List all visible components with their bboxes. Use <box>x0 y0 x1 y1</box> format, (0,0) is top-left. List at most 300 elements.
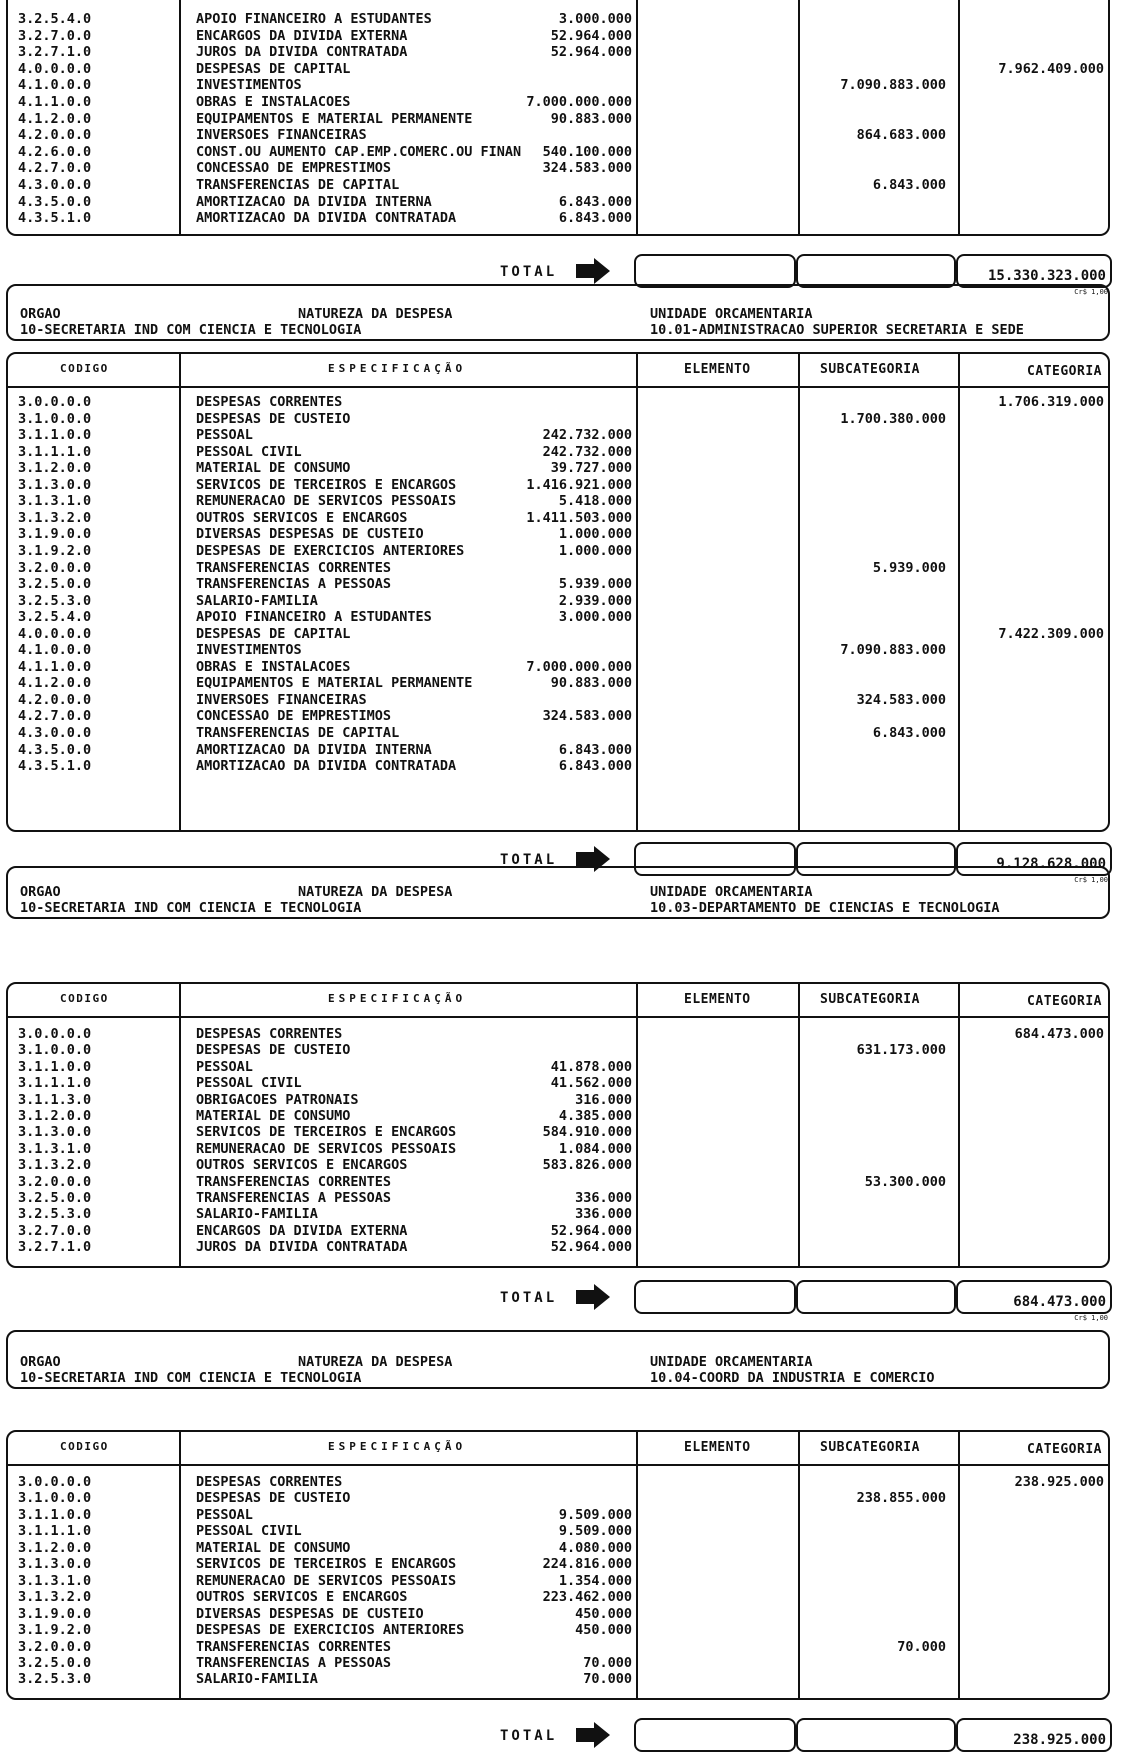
section-total-area <box>0 1716 1122 1756</box>
table-row <box>8 1042 1108 1059</box>
table-row <box>8 1556 1108 1573</box>
row-elemento: 6.843.000 <box>558 210 632 227</box>
row-specification: DIVERSAS DESPESAS DE CUSTEIO <box>196 1605 424 1622</box>
row-elemento: 324.583.000 <box>542 708 632 725</box>
row-specification: AMORTIZACAO DA DIVIDA CONTRATADA <box>196 210 457 227</box>
row-code: 4.2.0.0.0 <box>18 127 92 144</box>
table-row <box>8 1190 1108 1207</box>
col-header-categoria: CATEGORIA <box>1027 994 1102 1009</box>
total-value: 684.473.000 <box>1013 1294 1106 1310</box>
table-row <box>8 642 1108 659</box>
row-elemento: 9.509.000 <box>558 1523 632 1540</box>
row-subcategoria: 70.000 <box>897 1638 946 1655</box>
table-row <box>8 1206 1108 1223</box>
row-code: 3.1.2.0.0 <box>18 1539 92 1556</box>
col-header-elemento: ELEMENTO <box>684 362 751 377</box>
row-code: 3.0.0.0.0 <box>18 1026 92 1042</box>
table-row <box>8 460 1108 477</box>
section-total-area <box>0 1278 1122 1322</box>
row-specification: AMORTIZACAO DA DIVIDA INTERNA <box>196 741 432 758</box>
row-elemento: 1.000.000 <box>558 526 632 543</box>
col-header-especificacao: ESPECIFICAÇÃO <box>328 992 467 1005</box>
row-code: 3.2.5.3.0 <box>18 1671 92 1688</box>
row-specification: OUTROS SERVICOS E ENCARGOS <box>196 1157 408 1174</box>
row-code: 4.0.0.0.0 <box>18 60 92 77</box>
row-elemento: 70.000 <box>583 1654 632 1671</box>
row-specification: TRANSFERENCIAS A PESSOAS <box>196 1190 392 1206</box>
unidade-name: 10.01-ADMINISTRACAO SUPERIOR SECRETARIA E SEDE <box>650 322 1024 338</box>
row-code: 3.1.3.0.0 <box>18 1124 92 1141</box>
row-specification: PESSOAL CIVIL <box>196 443 302 460</box>
arrow-right-icon <box>576 1722 610 1748</box>
row-elemento: 540.100.000 <box>542 143 632 160</box>
currency-note: Cr$ 1,00 <box>1074 876 1108 884</box>
table-row <box>8 1523 1108 1540</box>
col-header-especificacao: ESPECIFICAÇÃO <box>328 1440 467 1453</box>
row-specification: OUTROS SERVICOS E ENCARGOS <box>196 509 408 526</box>
row-subcategoria: 5.939.000 <box>872 559 946 576</box>
row-code: 3.2.0.0.0 <box>18 559 92 576</box>
row-code: 3.1.2.0.0 <box>18 1108 92 1124</box>
currency-note: Cr$ 1,00 <box>1074 288 1108 296</box>
row-specification: JUROS DA DIVIDA CONTRATADA <box>196 1239 408 1256</box>
row-code: 3.1.1.1.0 <box>18 1075 92 1092</box>
row-subcategoria: 864.683.000 <box>856 127 946 144</box>
row-code: 3.2.0.0.0 <box>18 1638 92 1655</box>
row-subcategoria: 1.700.380.000 <box>840 410 946 427</box>
total-box-categoria <box>956 1718 1112 1752</box>
row-specification: EQUIPAMENTOS E MATERIAL PERMANENTE <box>196 675 473 692</box>
natureza-label: NATUREZA DA DESPESA <box>298 306 453 322</box>
row-code: 3.1.1.0.0 <box>18 1058 92 1075</box>
row-specification: TRANSFERENCIAS DE CAPITAL <box>196 725 400 741</box>
table-row <box>8 758 1108 775</box>
table-row <box>8 1157 1108 1174</box>
table-row <box>8 1639 1108 1656</box>
table-row <box>8 708 1108 725</box>
total-value: 15.330.323.000 <box>987 268 1106 284</box>
total-value: 9.128.628.000 <box>996 856 1106 872</box>
row-elemento: 9.509.000 <box>558 1506 632 1523</box>
table-row <box>8 1026 1108 1043</box>
table-row <box>8 1474 1108 1491</box>
total-box-elemento <box>634 254 796 288</box>
row-specification: AMORTIZACAO DA DIVIDA CONTRATADA <box>196 758 457 775</box>
currency-note: Cr$ 1,00 <box>1074 1314 1108 1322</box>
row-elemento: 3.000.000 <box>558 11 632 27</box>
row-code: 3.2.5.4.0 <box>18 11 92 27</box>
row-specification: SERVICOS DE TERCEIROS E ENCARGOS <box>196 476 457 493</box>
total-value: 238.925.000 <box>1013 1732 1106 1748</box>
table-row <box>8 510 1108 527</box>
row-code: 3.1.0.0.0 <box>18 410 92 427</box>
row-code: 4.0.0.0.0 <box>18 625 92 642</box>
row-code: 3.2.5.0.0 <box>18 576 92 593</box>
row-subcategoria: 53.300.000 <box>864 1173 946 1190</box>
row-elemento: 336.000 <box>575 1190 632 1206</box>
row-elemento: 5.939.000 <box>558 576 632 593</box>
row-specification: CONCESSAO DE EMPRESTIMOS <box>196 708 392 725</box>
table-row <box>8 144 1108 161</box>
row-code: 4.3.0.0.0 <box>18 725 92 741</box>
table-row <box>8 1141 1108 1158</box>
row-code: 3.2.7.1.0 <box>18 44 92 61</box>
natureza-label: NATUREZA DA DESPESA <box>298 884 453 900</box>
col-header-subcategoria: SUBCATEGORIA <box>820 362 920 377</box>
row-elemento: 223.462.000 <box>542 1589 632 1606</box>
table-row <box>8 609 1108 626</box>
row-elemento: 6.843.000 <box>558 741 632 758</box>
arrow-right-icon <box>576 1284 610 1310</box>
row-elemento: 52.964.000 <box>550 1239 632 1256</box>
row-specification: PESSOAL CIVIL <box>196 1523 302 1540</box>
row-specification: CONST.OU AUMENTO CAP.EMP.COMERC.OU FINAN <box>196 143 522 160</box>
row-code: 4.1.1.0.0 <box>18 94 92 110</box>
table-row <box>8 493 1108 510</box>
row-specification: DESPESAS DE CAPITAL <box>196 625 351 642</box>
row-code: 3.2.5.4.0 <box>18 609 92 626</box>
table-row <box>8 28 1108 45</box>
total-label: TOTAL <box>500 1290 558 1306</box>
row-code: 4.3.5.0.0 <box>18 741 92 758</box>
row-code: 3.2.7.0.0 <box>18 1222 92 1239</box>
row-specification: TRANSFERENCIAS A PESSOAS <box>196 576 392 593</box>
row-specification: SALARIO-FAMILIA <box>196 1206 318 1223</box>
row-elemento: 224.816.000 <box>542 1556 632 1573</box>
row-code: 3.2.5.0.0 <box>18 1654 92 1671</box>
table-row <box>8 177 1108 194</box>
row-elemento: 316.000 <box>575 1091 632 1108</box>
row-specification: REMUNERACAO DE SERVICOS PESSOAIS <box>196 493 457 510</box>
row-specification: SERVICOS DE TERCEIROS E ENCARGOS <box>196 1124 457 1141</box>
row-specification: OUTROS SERVICOS E ENCARGOS <box>196 1589 408 1606</box>
row-categoria: 7.422.309.000 <box>998 625 1104 642</box>
table-row <box>8 725 1108 742</box>
table-row <box>8 127 1108 144</box>
row-specification: DESPESAS CORRENTES <box>196 394 343 410</box>
row-code: 3.1.3.0.0 <box>18 476 92 493</box>
row-specification: REMUNERACAO DE SERVICOS PESSOAIS <box>196 1140 457 1157</box>
row-code: 3.2.5.0.0 <box>18 1190 92 1206</box>
row-specification: INVERSOES FINANCEIRAS <box>196 691 367 708</box>
row-elemento: 450.000 <box>575 1605 632 1622</box>
row-categoria: 7.962.409.000 <box>998 60 1104 77</box>
col-header-codigo: CODIGO <box>60 992 109 1005</box>
row-code: 4.1.0.0.0 <box>18 642 92 659</box>
row-specification: SERVICOS DE TERCEIROS E ENCARGOS <box>196 1556 457 1573</box>
row-subcategoria: 324.583.000 <box>856 691 946 708</box>
row-specification: ENCARGOS DA DIVIDA EXTERNA <box>196 27 408 44</box>
total-box-categoria <box>956 254 1112 288</box>
table-row <box>8 659 1108 676</box>
row-specification: PESSOAL <box>196 427 253 444</box>
row-specification: INVESTIMENTOS <box>196 77 302 94</box>
table-row <box>8 1622 1108 1639</box>
table-row <box>8 1124 1108 1141</box>
row-specification: OBRIGACOES PATRONAIS <box>196 1091 359 1108</box>
row-elemento: 1.000.000 <box>558 542 632 559</box>
row-code: 4.3.5.1.0 <box>18 210 92 227</box>
row-code: 3.1.3.2.0 <box>18 1157 92 1174</box>
row-specification: DESPESAS CORRENTES <box>196 1474 343 1490</box>
row-specification: DESPESAS CORRENTES <box>196 1026 343 1042</box>
table-row <box>8 427 1108 444</box>
row-code: 3.2.5.3.0 <box>18 592 92 609</box>
table-row <box>8 1589 1108 1606</box>
orgao-name: 10-SECRETARIA IND COM CIENCIA E TECNOLOGIA <box>20 900 362 916</box>
row-specification: JUROS DA DIVIDA CONTRATADA <box>196 44 408 61</box>
table-row <box>8 61 1108 78</box>
table-row <box>8 11 1108 28</box>
row-code: 4.2.7.0.0 <box>18 708 92 725</box>
table-row <box>8 444 1108 461</box>
table-row <box>8 526 1108 543</box>
row-elemento: 1.411.503.000 <box>526 509 632 526</box>
row-subcategoria: 6.843.000 <box>872 725 946 741</box>
section-table <box>6 982 1110 1268</box>
row-code: 3.2.7.1.0 <box>18 1239 92 1256</box>
row-specification: MATERIAL DE CONSUMO <box>196 460 351 477</box>
col-header-especificacao: ESPECIFICAÇÃO <box>328 362 467 375</box>
total-box-subcategoria <box>796 254 956 288</box>
row-elemento: 1.354.000 <box>558 1572 632 1589</box>
table-row <box>8 394 1108 411</box>
row-subcategoria: 7.090.883.000 <box>840 77 946 94</box>
table-row <box>8 543 1108 560</box>
section-table <box>6 352 1110 832</box>
row-elemento: 90.883.000 <box>550 675 632 692</box>
section-header-box <box>6 1330 1110 1389</box>
row-categoria: 684.473.000 <box>1014 1026 1104 1042</box>
orgao-name: 10-SECRETARIA IND COM CIENCIA E TECNOLOGIA <box>20 322 362 338</box>
row-code: 3.1.1.0.0 <box>18 427 92 444</box>
unidade-name: 10.03-DEPARTAMENTO DE CIENCIAS E TECNOLOGIA <box>650 900 1000 916</box>
row-categoria: 1.706.319.000 <box>998 394 1104 410</box>
row-elemento: 324.583.000 <box>542 160 632 177</box>
row-code: 3.1.1.0.0 <box>18 1506 92 1523</box>
table-row <box>8 210 1108 227</box>
table-row <box>8 742 1108 759</box>
row-specification: SALARIO-FAMILIA <box>196 1671 318 1688</box>
total-box-subcategoria <box>796 1280 956 1314</box>
table-row <box>8 1223 1108 1240</box>
total-label: TOTAL <box>500 1728 558 1744</box>
row-code: 4.2.6.0.0 <box>18 143 92 160</box>
row-elemento: 7.000.000.000 <box>526 658 632 675</box>
row-elemento: 450.000 <box>575 1622 632 1639</box>
row-elemento: 242.732.000 <box>542 443 632 460</box>
table-row <box>8 477 1108 494</box>
section-header-box <box>6 866 1110 919</box>
row-elemento: 4.385.000 <box>558 1108 632 1124</box>
table-row <box>8 593 1108 610</box>
row-code: 3.2.5.3.0 <box>18 1206 92 1223</box>
row-elemento: 7.000.000.000 <box>526 94 632 110</box>
row-specification: OBRAS E INSTALACOES <box>196 658 351 675</box>
row-subcategoria: 238.855.000 <box>856 1490 946 1507</box>
table-row <box>8 1507 1108 1524</box>
orgao-label: ORGAO <box>20 306 61 322</box>
row-code: 3.2.0.0.0 <box>18 1173 92 1190</box>
row-categoria: 238.925.000 <box>1014 1474 1104 1490</box>
unidade-label: UNIDADE ORCAMENTARIA <box>650 884 813 900</box>
row-specification: MATERIAL DE CONSUMO <box>196 1108 351 1124</box>
row-elemento: 52.964.000 <box>550 44 632 61</box>
table-row <box>8 1239 1108 1256</box>
row-elemento: 1.416.921.000 <box>526 476 632 493</box>
row-elemento: 1.084.000 <box>558 1140 632 1157</box>
row-elemento: 3.000.000 <box>558 609 632 626</box>
row-code: 3.1.2.0.0 <box>18 460 92 477</box>
row-elemento: 41.878.000 <box>550 1058 632 1075</box>
row-elemento: 336.000 <box>575 1206 632 1223</box>
orgao-name: 10-SECRETARIA IND COM CIENCIA E TECNOLOGIA <box>20 1370 362 1386</box>
unidade-label: UNIDADE ORCAMENTARIA <box>650 306 813 322</box>
row-subcategoria: 631.173.000 <box>856 1042 946 1059</box>
section-table <box>6 1430 1110 1700</box>
row-elemento: 584.910.000 <box>542 1124 632 1141</box>
row-elemento: 41.562.000 <box>550 1075 632 1092</box>
orgao-label: ORGAO <box>20 884 61 900</box>
total-box-elemento <box>634 1718 796 1752</box>
total-box-categoria <box>956 1280 1112 1314</box>
row-subcategoria: 7.090.883.000 <box>840 642 946 659</box>
table-row <box>8 1059 1108 1076</box>
row-code: 3.1.3.2.0 <box>18 509 92 526</box>
arrow-right-icon <box>576 258 610 284</box>
row-elemento: 6.843.000 <box>558 758 632 775</box>
table-row <box>8 560 1108 577</box>
table-row <box>8 1573 1108 1590</box>
row-specification: TRANSFERENCIAS A PESSOAS <box>196 1654 392 1671</box>
table-row <box>8 675 1108 692</box>
row-code: 3.1.9.0.0 <box>18 1605 92 1622</box>
row-code: 3.1.3.1.0 <box>18 1572 92 1589</box>
table-row <box>8 626 1108 643</box>
row-elemento: 70.000 <box>583 1671 632 1688</box>
row-code: 3.1.3.1.0 <box>18 493 92 510</box>
col-header-codigo: CODIGO <box>60 1440 109 1453</box>
row-specification: DESPESAS DE CUSTEIO <box>196 1042 351 1059</box>
table-row <box>8 1108 1108 1125</box>
col-header-categoria: CATEGORIA <box>1027 1442 1102 1457</box>
row-elemento: 5.418.000 <box>558 493 632 510</box>
row-subcategoria: 6.843.000 <box>872 177 946 193</box>
row-specification: PESSOAL CIVIL <box>196 1075 302 1092</box>
row-specification: APOIO FINANCEIRO A ESTUDANTES <box>196 609 432 626</box>
row-code: 4.2.7.0.0 <box>18 160 92 177</box>
row-specification: DESPESAS DE EXERCICIOS ANTERIORES <box>196 542 465 559</box>
table-row <box>8 1671 1108 1688</box>
row-elemento: 2.939.000 <box>558 592 632 609</box>
unidade-name: 10.04-COORD DA INDUSTRIA E COMERCIO <box>650 1370 935 1386</box>
row-elemento: 583.826.000 <box>542 1157 632 1174</box>
table-row <box>8 111 1108 128</box>
row-specification: EQUIPAMENTOS E MATERIAL PERMANENTE <box>196 110 473 127</box>
total-box-elemento <box>634 1280 796 1314</box>
row-code: 4.1.0.0.0 <box>18 77 92 94</box>
row-elemento: 52.964.000 <box>550 27 632 44</box>
row-specification: DESPESAS DE CUSTEIO <box>196 1490 351 1507</box>
row-specification: DIVERSAS DESPESAS DE CUSTEIO <box>196 526 424 543</box>
row-code: 3.1.1.1.0 <box>18 443 92 460</box>
row-code: 3.1.1.1.0 <box>18 1523 92 1540</box>
row-elemento: 4.080.000 <box>558 1539 632 1556</box>
col-header-codigo: CODIGO <box>60 362 109 375</box>
row-specification: MATERIAL DE CONSUMO <box>196 1539 351 1556</box>
col-header-elemento: ELEMENTO <box>684 992 751 1007</box>
row-code: 4.3.0.0.0 <box>18 177 92 193</box>
row-elemento: 242.732.000 <box>542 427 632 444</box>
unidade-label: UNIDADE ORCAMENTARIA <box>650 1354 813 1370</box>
table-row <box>8 576 1108 593</box>
table-row <box>8 77 1108 94</box>
orgao-label: ORGAO <box>20 1354 61 1370</box>
row-elemento: 39.727.000 <box>550 460 632 477</box>
natureza-label: NATUREZA DA DESPESA <box>298 1354 453 1370</box>
table-row <box>8 692 1108 709</box>
row-specification: INVERSOES FINANCEIRAS <box>196 127 367 144</box>
row-elemento: 6.843.000 <box>558 193 632 210</box>
row-specification: TRANSFERENCIAS CORRENTES <box>196 1638 392 1655</box>
row-specification: TRANSFERENCIAS DE CAPITAL <box>196 177 400 193</box>
section-header-box <box>6 284 1110 341</box>
row-code: 3.1.9.2.0 <box>18 1622 92 1639</box>
row-code: 3.1.3.2.0 <box>18 1589 92 1606</box>
top-table <box>6 0 1110 236</box>
row-code: 4.1.1.0.0 <box>18 658 92 675</box>
row-specification: PESSOAL <box>196 1058 253 1075</box>
row-specification: AMORTIZACAO DA DIVIDA INTERNA <box>196 193 432 210</box>
row-specification: REMUNERACAO DE SERVICOS PESSOAIS <box>196 1572 457 1589</box>
table-row <box>8 160 1108 177</box>
row-specification: OBRAS E INSTALACOES <box>196 94 351 110</box>
table-row <box>8 94 1108 111</box>
col-header-elemento: ELEMENTO <box>684 1440 751 1455</box>
row-code: 3.1.0.0.0 <box>18 1042 92 1059</box>
row-specification: SALARIO-FAMILIA <box>196 592 318 609</box>
row-code: 3.0.0.0.0 <box>18 1474 92 1490</box>
row-specification: DESPESAS DE EXERCICIOS ANTERIORES <box>196 1622 465 1639</box>
row-code: 4.3.5.1.0 <box>18 758 92 775</box>
table-row <box>8 1075 1108 1092</box>
row-code: 4.1.2.0.0 <box>18 675 92 692</box>
row-specification: CONCESSAO DE EMPRESTIMOS <box>196 160 392 177</box>
total-box-subcategoria <box>796 1718 956 1752</box>
row-code: 3.1.3.0.0 <box>18 1556 92 1573</box>
row-specification: TRANSFERENCIAS CORRENTES <box>196 559 392 576</box>
row-code: 3.1.1.3.0 <box>18 1091 92 1108</box>
table-row <box>8 1490 1108 1507</box>
table-row <box>8 194 1108 211</box>
row-specification: TRANSFERENCIAS CORRENTES <box>196 1173 392 1190</box>
row-code: 4.1.2.0.0 <box>18 110 92 127</box>
col-header-categoria: CATEGORIA <box>1027 364 1102 379</box>
row-code: 3.1.9.2.0 <box>18 542 92 559</box>
col-header-subcategoria: SUBCATEGORIA <box>820 1440 920 1455</box>
row-specification: INVESTIMENTOS <box>196 642 302 659</box>
row-elemento: 90.883.000 <box>550 110 632 127</box>
table-row <box>8 1655 1108 1672</box>
row-code: 3.0.0.0.0 <box>18 394 92 410</box>
row-specification: DESPESAS DE CUSTEIO <box>196 410 351 427</box>
row-specification: PESSOAL <box>196 1506 253 1523</box>
row-specification: DESPESAS DE CAPITAL <box>196 60 351 77</box>
row-code: 3.1.9.0.0 <box>18 526 92 543</box>
table-row <box>8 1606 1108 1623</box>
row-code: 3.1.3.1.0 <box>18 1140 92 1157</box>
table-row <box>8 1092 1108 1109</box>
